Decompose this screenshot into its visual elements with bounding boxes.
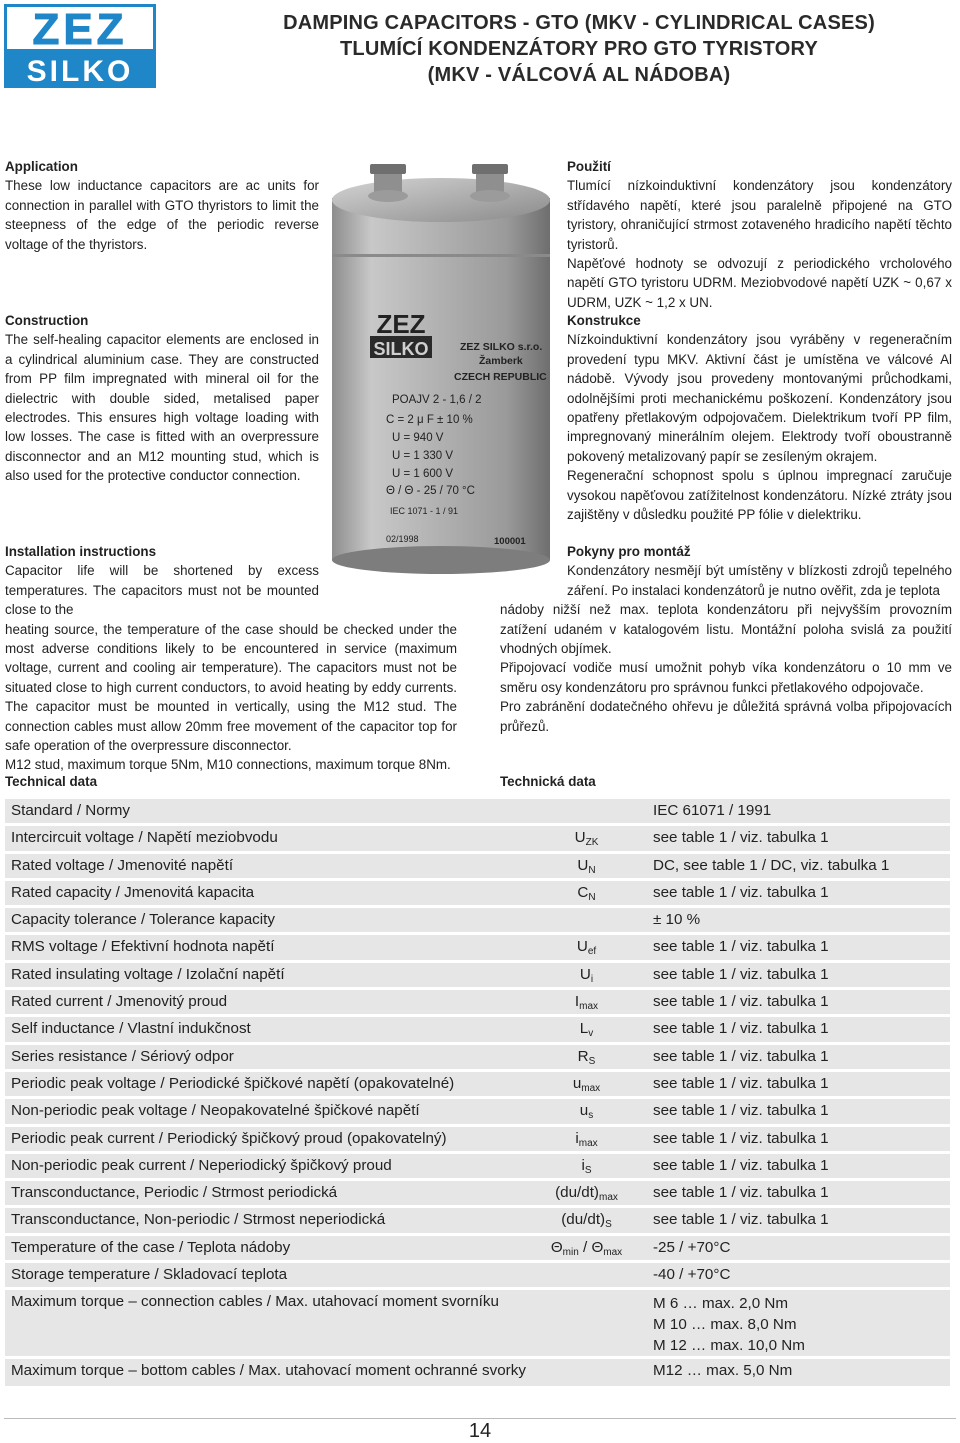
cz-application-text-1: Tlumící nízkoinduktivní kondenzátory jsou kondenzátory střídavého napětí, které jsou paralelně připojené na GTO tyristory, ohraničující strmost zotaveného hradicího napětí těchto tyristorů. — [567, 178, 952, 252]
row-symbol — [525, 884, 648, 903]
logo-text-top: ZEZ — [32, 5, 128, 54]
row-label: Rated insulating voltage / Izolační napětí — [11, 965, 285, 983]
en-application-text: These low inductance capacitors are ac units for connection in parallel with GTO thyristors to limit the steepness of the edge of the periodic reverse voltage of the thyristors. — [5, 178, 319, 252]
row-value — [653, 1293, 805, 1356]
row-label: Self inductance / Vlastní indukčnost — [11, 1020, 251, 1038]
symbol-main: i — [575, 1129, 579, 1147]
row-label: Maximum torque – bottom cables / Max. utahovací moment ochranné svorky — [11, 1362, 526, 1380]
symbol-main: i — [581, 1156, 585, 1174]
title-line-1: DAMPING CAPACITORS - GTO (MKV - CYLINDRICAL CASES) — [283, 12, 875, 34]
symbol-main: Θ — [550, 1238, 563, 1256]
row-value: see table 1 / viz. tabulka 1 — [653, 1102, 829, 1120]
label-logo-bottom: SILKO — [373, 339, 429, 359]
row-label: Series resistance / Sériový odpor — [11, 1047, 234, 1065]
symbol-subscript: ef — [587, 946, 597, 958]
row-label: Rated current / Jmenovitý proud — [11, 993, 228, 1011]
en-install-text-3: M12 stud, maximum torque 5Nm, M10 connections, maximum torque 8Nm. — [5, 757, 451, 773]
symbol-main: U — [576, 938, 588, 956]
symbol-subscript: max — [599, 1192, 618, 1204]
cz-construction-section — [567, 311, 952, 524]
label-iec: IEC 1071 - 1 / 91 — [390, 506, 459, 516]
table-row — [5, 990, 950, 1014]
row-symbol — [525, 938, 648, 957]
row-label: Maximum torque – connection cables / Max. utahovací moment svorníku — [11, 1293, 499, 1311]
row-label: Non-periodic peak voltage / Neopakovatelné špičkové napětí — [11, 1102, 420, 1120]
en-install-text-1: Capacitor life will be shortened by excess temperatures. The capacitors must not be mounted close to the — [5, 563, 319, 618]
row-symbol — [525, 1184, 648, 1203]
row-value: see table 1 / viz. tabulka 1 — [653, 938, 829, 956]
symbol-main: R — [577, 1047, 589, 1065]
table-row — [5, 1127, 950, 1151]
row-symbol — [525, 1020, 648, 1039]
symbol-main: C — [577, 883, 589, 901]
cz-construction-text-1: Nízkoinduktivní kondenzátory jsou vyráběny v regeneračním provedení typu MKV. Aktivní část je umístěna ve válcové Al nádobě. Vývody jsou provedeny montovanými průchodkami, odolnějšími proti mechanickému poškození. Kondenzátory jsou opatřeny přetlakovým odpojovačem. Dielektrikum tvoří PP film, impregnovaný minerálním olejem. Elektrody tvoří oboustranně pokovený metalizovaný papír se zesíleným okrajem. — [567, 332, 952, 464]
table-row — [5, 1072, 950, 1096]
technical-data-title-cz: Technická data — [500, 774, 596, 789]
symbol-main: I — [574, 993, 580, 1011]
row-symbol — [525, 829, 648, 848]
cz-application-title: Použití — [567, 159, 611, 174]
table-row-torque-bottom — [5, 1359, 950, 1386]
label-country: CZECH REPUBLIC — [454, 371, 547, 383]
row-value: see table 1 / viz. tabulka 1 — [653, 993, 829, 1011]
table-row — [5, 1181, 950, 1205]
torque-value-m6: M 6 … max. 2,0 Nm — [653, 1295, 789, 1313]
row-label: RMS voltage / Efektivní hodnota napětí — [11, 938, 275, 956]
cz-install-text-2: Připojovací vodiče musí umožnit pohyb víka kondenzátoru o 10 mm ve směru osy kondenzátoru pro správnou funkci přetlakového odpojovače. — [500, 660, 952, 695]
symbol-main: U — [579, 965, 591, 983]
en-construction-title: Construction — [5, 313, 89, 328]
table-row — [5, 963, 950, 987]
row-value: see table 1 / viz. tabulka 1 — [653, 1184, 829, 1202]
label-uzk: U = 1 600 V — [392, 468, 454, 480]
row-symbol — [525, 1211, 648, 1230]
row-value: IEC 61071 / 1991 — [653, 802, 772, 819]
row-value: see table 1 / viz. tabulka 1 — [653, 1156, 829, 1174]
table-row — [5, 1099, 950, 1123]
table-row — [5, 908, 950, 932]
row-value: see table 1 / viz. tabulka 1 — [653, 883, 829, 901]
symbol-subscript: s — [588, 1110, 594, 1122]
row-value: -25 / +70°C — [653, 1238, 731, 1256]
row-value: M12 … max. 5,0 Nm — [653, 1362, 793, 1380]
symbol-main: U — [574, 829, 586, 847]
label-uef: U = 940 V — [392, 432, 444, 444]
table-row — [5, 881, 950, 905]
row-label: Rated voltage / Jmenovité napětí — [11, 856, 234, 874]
title-line-2: TLUMÍCÍ KONDENZÁTORY PRO GTO TYRISTORY — [339, 38, 818, 60]
table-row-torque-cables — [5, 1290, 950, 1356]
label-city: Žamberk — [479, 355, 523, 367]
label-logo-top: ZEZ — [376, 309, 426, 339]
label-type: POAJV 2 - 1,6 / 2 — [392, 394, 482, 406]
row-symbol — [525, 1157, 648, 1176]
row-value: see table 1 / viz. tabulka 1 — [653, 1020, 829, 1038]
symbol-main: u — [579, 1102, 589, 1120]
cz-install-text-1a: Kondenzátory nesmějí být umístěny v blízkosti zdrojů tepelného záření. Po instalaci kondenzátorů je nutno ověřit, zda je teplota — [567, 563, 952, 598]
row-value: see table 1 / viz. tabulka 1 — [653, 1047, 829, 1065]
cz-install-title: Pokyny pro montáž — [567, 544, 691, 559]
en-install-section — [5, 542, 457, 775]
en-application-section — [5, 157, 319, 254]
row-value: -40 / +70°C — [653, 1266, 731, 1284]
company-logo — [4, 4, 156, 88]
table-row — [5, 1263, 950, 1287]
table-row — [5, 1154, 950, 1178]
page-title — [200, 10, 958, 88]
symbol-subscript: S — [588, 1055, 596, 1067]
row-symbol — [525, 1239, 648, 1258]
table-row — [5, 826, 950, 850]
symbol-subscript: S — [584, 1164, 592, 1176]
row-label: Non-periodic peak current / Neperiodický špičkový proud — [11, 1156, 392, 1174]
en-construction-text: The self-healing capacitor elements are enclosed in a cylindrical aluminium case. They are constructed from PP film impregnated with mineral oil for the dielectric with double sided, metalised paper electrodes. This ensures high voltage loading with low losses. The case is fitted with an overpressure disconnector and an M12 mounting stud, which is also used for the protective conductor connection. — [5, 332, 319, 484]
technical-data-table — [5, 799, 950, 1389]
table-row — [5, 1236, 950, 1260]
symbol-subscript: i — [590, 973, 594, 985]
torque-value-m10: M 10 … max. 8,0 Nm — [653, 1316, 797, 1334]
row-value: see table 1 / viz. tabulka 1 — [653, 829, 829, 847]
row-label: Periodic peak current / Periodický špičkový proud (opakovatelný) — [11, 1129, 447, 1147]
row-label: Rated capacity / Jmenovitá kapacita — [11, 883, 255, 901]
label-serial: 100001 — [494, 536, 526, 547]
symbol-main: L — [579, 1020, 589, 1038]
symbol-subscript: min — [562, 1246, 579, 1258]
row-value: see table 1 / viz. tabulka 1 — [653, 965, 829, 983]
logo-text-bottom: SILKO — [26, 55, 134, 88]
row-value: see table 1 / viz. tabulka 1 — [653, 1211, 829, 1229]
symbol-subscript: v — [588, 1028, 594, 1040]
symbol-main: (du/dt) — [555, 1184, 599, 1202]
table-row — [5, 799, 950, 823]
en-install-text-2: heating source, the temperature of the case should be checked under the most adverse conditions likely to be encountered in service (maximum voltage, current and cooling air temperature). The capacitors must not be situated close to high current conductors, to avoid heating by eddy currents. The capacitor must be mounted in vertically, using the M12 stud. The connection cables must allow 20mm free movement of the capacitor top for safe operation of the overpressure disconnector. — [5, 621, 457, 754]
torque-value-m12: M 12 … max. 10,0 Nm — [653, 1337, 805, 1355]
title-line-3: (MKV - VÁLCOVÁ AL NÁDOBA) — [427, 64, 731, 86]
row-value: see table 1 / viz. tabulka 1 — [653, 1129, 829, 1147]
symbol-subscript: N — [588, 891, 596, 903]
row-symbol — [525, 1130, 648, 1149]
table-rows — [5, 799, 950, 1287]
row-symbol — [525, 993, 648, 1012]
row-symbol — [525, 1075, 648, 1094]
symbol-subscript: ZK — [585, 837, 599, 849]
label-company: ZEZ SILKO s.r.o. — [460, 341, 543, 353]
table-row — [5, 854, 950, 878]
row-label: Periodic peak voltage / Periodické špičkové napětí (opakovatelné) — [11, 1074, 455, 1092]
symbol-main: (du/dt) — [561, 1211, 606, 1229]
symbol-subscript: S — [605, 1219, 612, 1231]
symbol-second-subscript: max — [603, 1246, 623, 1258]
row-label: Temperature of the case / Teplota nádoby — [11, 1238, 291, 1256]
en-application-title: Application — [5, 159, 78, 174]
cz-application-text-2: Napěťové hodnoty se odvozují z periodického vrcholového napětí GTO tyristoru UDRM. Meziobvodové napětí UZK ~ 0,67 x UDRM, UZK ~ 1,2 x UN. — [567, 256, 952, 310]
table-row — [5, 1208, 950, 1232]
cz-install-section — [500, 542, 952, 736]
symbol-main: U — [577, 856, 589, 874]
symbol-main: u — [572, 1074, 582, 1092]
row-label: Intercircuit voltage / Napětí meziobvodu — [11, 829, 278, 847]
table-row — [5, 1017, 950, 1041]
symbol-subscript: max — [581, 1082, 601, 1094]
row-label: Transconductance, Periodic / Strmost periodická — [11, 1184, 338, 1202]
row-label: Standard / Normy — [11, 802, 131, 819]
row-symbol — [525, 857, 648, 876]
row-value: ± 10 % — [653, 911, 701, 929]
en-install-title: Installation instructions — [5, 544, 157, 559]
cz-install-text-1b: nádoby nižší než max. teplota kondenzátoru při nejvyšším provozním zatížení udaném v katalogovém listu. Montážní poloha svislá za použití vhodných objímek. — [500, 602, 952, 657]
row-symbol — [525, 1048, 648, 1067]
cz-construction-text-2: Regenerační schopnost spolu s úplnou impregnací zaručuje vysokou napěťovou zatížitelnost kondenzátoru. Nízké ztráty jsou zajištěny v důsledku použité PP fólie v dielektriku. — [567, 468, 952, 523]
label-un: U = 1 330 V — [392, 450, 454, 462]
label-temp: Θ / Θ - 25 / 70 °C — [386, 485, 475, 497]
technical-data-title-en: Technical data — [5, 774, 98, 789]
symbol-subscript: N — [588, 864, 596, 876]
table-row — [5, 1045, 950, 1069]
row-value: DC, see table 1 / DC, viz. tabulka 1 — [653, 856, 890, 874]
cz-install-text-3: Pro zabránění dodatečného ohřevu je důležitá správná volba připojovacích průřezů. — [500, 699, 952, 734]
cz-construction-title: Konstrukce — [567, 313, 641, 328]
table-row — [5, 935, 950, 959]
footer-divider — [4, 1418, 956, 1419]
label-cn: C = 2 μ F ± 10 % — [386, 414, 473, 426]
page-number: 14 — [468, 1420, 492, 1442]
row-label: Capacity tolerance / Tolerance kapacity — [11, 911, 275, 929]
symbol-subscript: max — [579, 1001, 599, 1013]
cz-application-section — [567, 157, 952, 312]
row-label: Storage temperature / Skladovací teplota — [11, 1266, 288, 1284]
capacitor-photo — [326, 158, 556, 578]
row-symbol — [525, 966, 648, 985]
en-construction-section — [5, 311, 319, 486]
symbol-subscript: max — [578, 1137, 598, 1149]
row-symbol — [525, 1102, 648, 1121]
row-label: Transconductance, Non-periodic / Strmost neperiodická — [11, 1211, 386, 1229]
symbol-second: / Θ — [578, 1238, 604, 1256]
label-date: 02/1998 — [386, 534, 419, 544]
row-value: see table 1 / viz. tabulka 1 — [653, 1074, 829, 1092]
